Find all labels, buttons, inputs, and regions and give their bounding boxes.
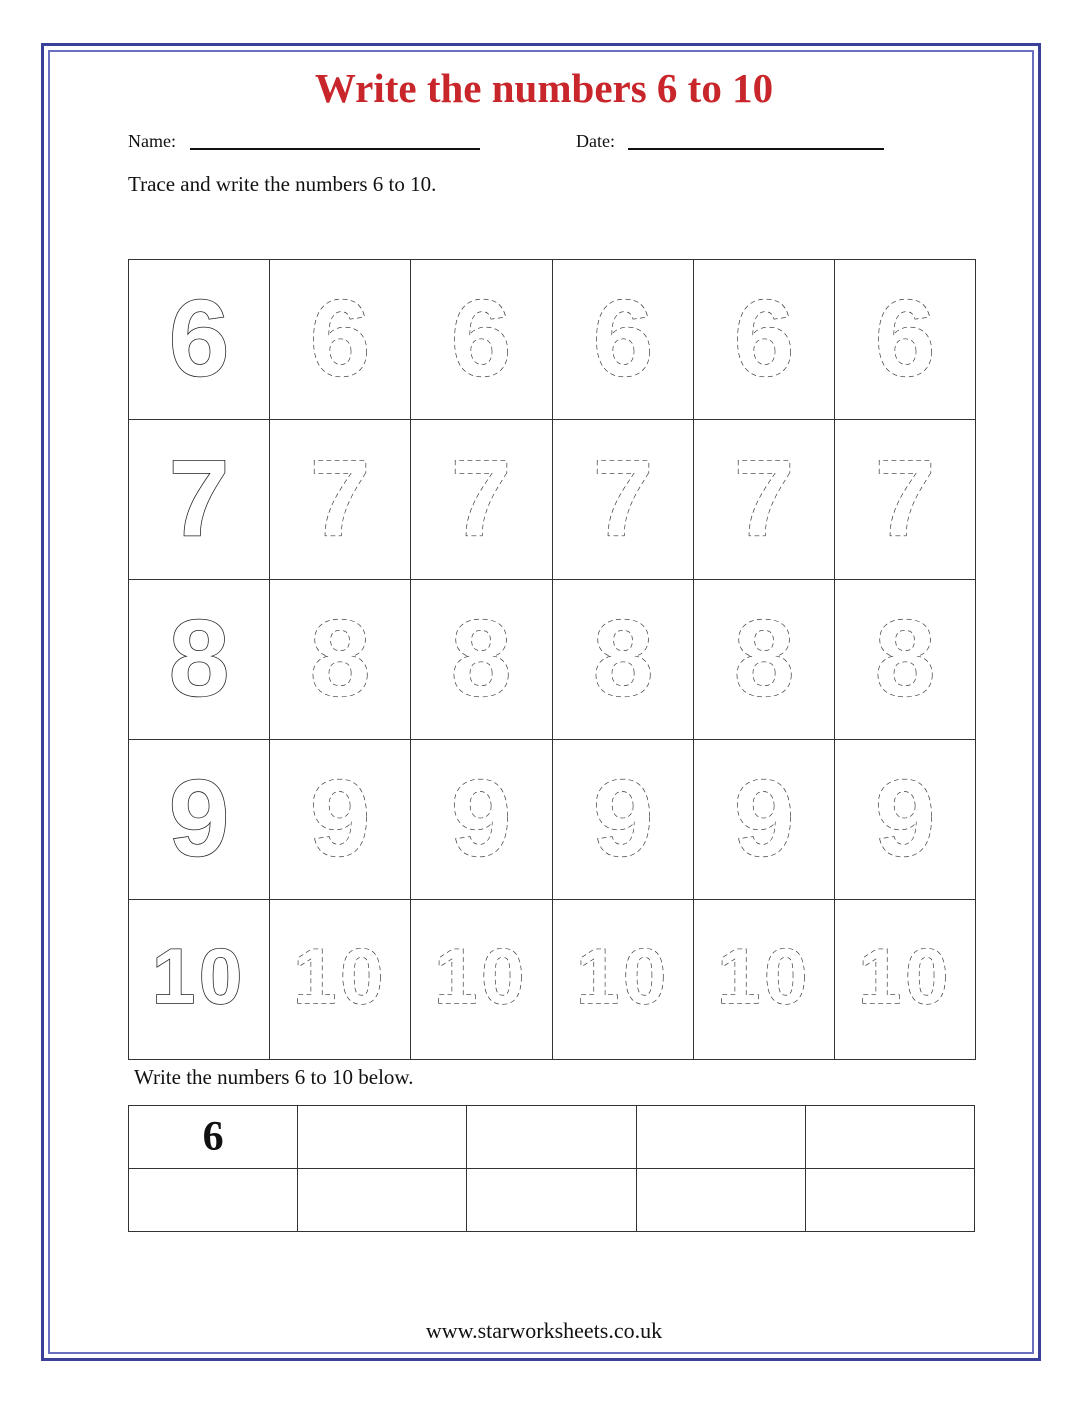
trace-digit-cell[interactable] [694,740,835,900]
trace-digit-cell[interactable] [835,900,976,1060]
write-cell[interactable] [298,1169,467,1232]
write-cell[interactable] [806,1169,975,1232]
trace-digit-cell[interactable] [835,420,976,580]
dashed-trace-digit: 7 [733,438,794,560]
dashed-trace-digit: 9 [733,758,794,880]
trace-digit-cell[interactable] [835,580,976,740]
date-field[interactable] [628,148,884,150]
model-digit: 7 [168,438,230,560]
write-cell[interactable] [298,1106,467,1169]
dashed-trace-digit: 8 [874,598,936,720]
trace-digit-cell[interactable] [694,260,835,420]
model-digit: 9 [168,758,230,880]
model-digit-cell[interactable] [129,420,270,580]
write-cell[interactable] [806,1106,975,1169]
worksheet-title: Write the numbers 6 to 10 [314,65,774,111]
website-footer: www.starworksheets.co.uk [425,1318,663,1343]
model-digit: 8 [168,598,230,720]
dashed-trace-digit: 7 [310,438,371,560]
dashed-trace-digit: 8 [592,598,653,720]
trace-digit-cell[interactable] [835,260,976,420]
dashed-trace-digit: 10 [293,933,388,1020]
write-cell-example[interactable]: 6 [129,1106,298,1169]
dashed-trace-digit: 9 [310,758,371,880]
trace-digit-cell[interactable] [411,580,552,740]
dashed-trace-digit: 10 [857,933,952,1020]
dashed-trace-digit: 6 [451,278,512,400]
trace-instruction: Trace and write the numbers 6 to 10. [128,172,437,196]
dashed-trace-digit: 9 [592,758,653,880]
write-instruction: Write the numbers 6 to 10 below. [134,1065,414,1089]
dashed-trace-digit: 10 [575,933,670,1020]
write-cell[interactable] [129,1169,298,1232]
write-cell[interactable] [637,1106,806,1169]
trace-digit-cell[interactable] [270,900,411,1060]
model-digit-cell[interactable] [129,900,270,1060]
model-digit: 10 [152,933,247,1020]
name-field[interactable] [190,148,480,150]
dashed-trace-digit: 6 [733,278,794,400]
trace-digit-cell[interactable] [270,580,411,740]
dashed-trace-digit: 9 [451,758,512,880]
dashed-trace-digit: 6 [874,278,936,400]
trace-digit-cell[interactable] [411,260,552,420]
trace-digit-cell[interactable] [835,740,976,900]
trace-digit-cell[interactable] [411,420,552,580]
dashed-trace-digit: 8 [733,598,794,720]
trace-digit-cell[interactable] [553,740,694,900]
trace-digit-cell[interactable] [553,420,694,580]
trace-digit-cell[interactable] [553,580,694,740]
dashed-trace-digit: 8 [310,598,371,720]
name-label: Name: [128,131,176,151]
model-digit-cell[interactable] [129,740,270,900]
dashed-trace-digit: 9 [874,758,936,880]
trace-digit-cell[interactable] [411,740,552,900]
model-digit-cell[interactable] [129,580,270,740]
trace-digit-cell[interactable] [270,260,411,420]
write-cell[interactable] [467,1106,636,1169]
dashed-trace-digit: 6 [310,278,371,400]
trace-digit-cell[interactable] [694,900,835,1060]
dashed-trace-digit: 10 [716,933,811,1020]
trace-digit-cell[interactable] [553,900,694,1060]
write-grid [128,1105,975,1232]
model-digit-cell[interactable] [129,260,270,420]
trace-digit-cell[interactable] [270,740,411,900]
dashed-trace-digit: 7 [874,438,936,560]
trace-digit-cell[interactable] [553,260,694,420]
trace-digit-cell[interactable] [694,420,835,580]
dashed-trace-digit: 8 [451,598,512,720]
trace-grid [128,259,976,1060]
trace-digit-cell[interactable] [694,580,835,740]
dashed-trace-digit: 10 [434,933,529,1020]
dashed-trace-digit: 7 [592,438,653,560]
write-cell[interactable] [467,1169,636,1232]
model-digit: 6 [168,278,230,400]
date-label: Date: [576,131,615,151]
write-cell[interactable] [637,1169,806,1232]
dashed-trace-digit: 6 [592,278,653,400]
trace-digit-cell[interactable] [411,900,552,1060]
dashed-trace-digit: 7 [451,438,512,560]
trace-digit-cell[interactable] [270,420,411,580]
